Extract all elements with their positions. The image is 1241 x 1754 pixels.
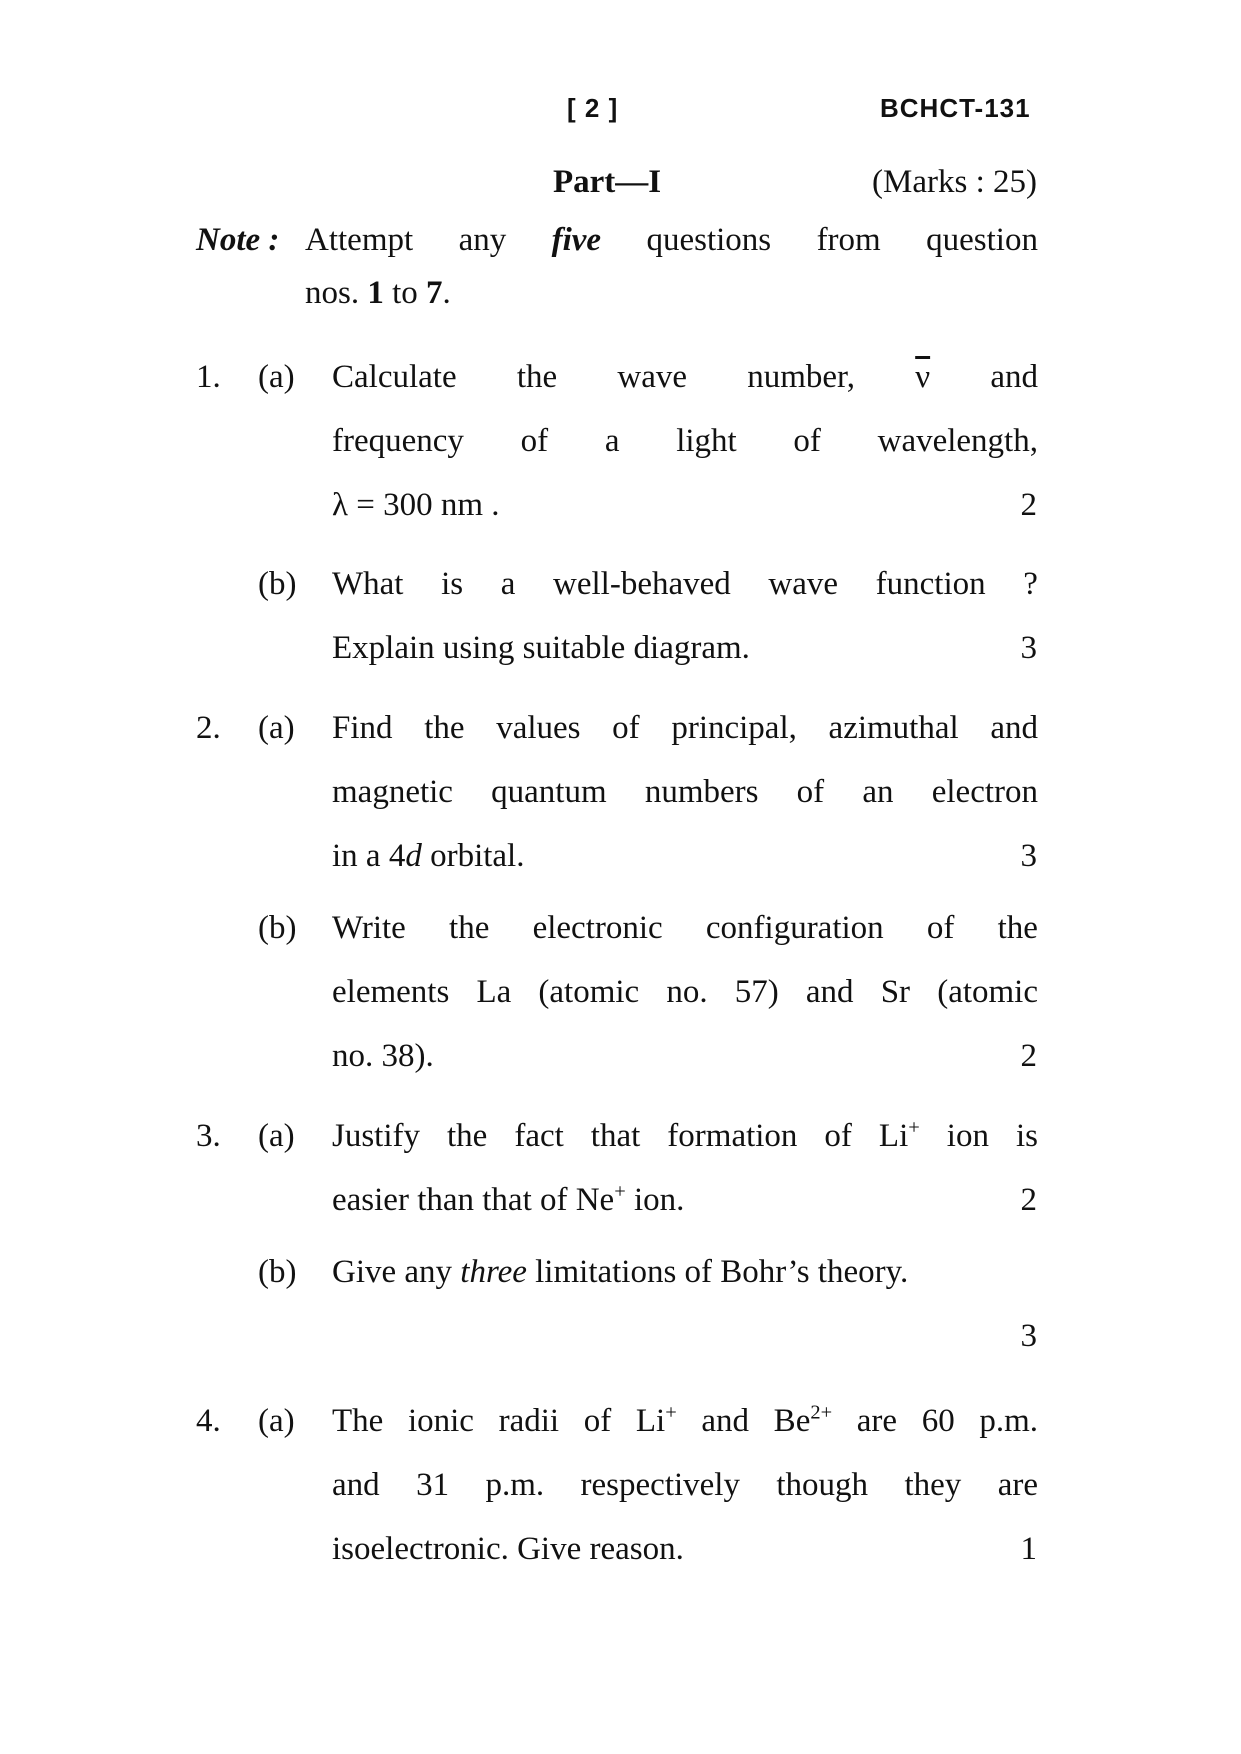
question-number: 1. <box>196 359 221 395</box>
part-label: (a) <box>258 359 295 395</box>
q4a-line-3: isoelectronic. Give reason. <box>332 1531 684 1567</box>
marks: 2 <box>1020 487 1037 523</box>
q2a-line-3: in a 4d orbital. <box>332 838 525 874</box>
part-label: (a) <box>258 710 295 746</box>
question-number: 2. <box>196 710 221 746</box>
q4a-line-1: The ionic radii of Li+ and $Be^{2+}$ are 60 p.m. <box>332 1401 1039 1439</box>
note-line-1: Attempt any five questions from question <box>305 222 1038 258</box>
marks: 3 <box>1020 838 1037 874</box>
part-label: (b) <box>258 1254 297 1290</box>
nu-bar-symbol: $\overline{\nu}$ <box>915 359 931 395</box>
q3b-line-1: Give any three limitations of Bohr’s theory. <box>332 1254 909 1290</box>
marks: 2 <box>1020 1038 1037 1074</box>
marks: 3 <box>1020 1318 1037 1354</box>
q2a-line-2: magnetic quantum numbers of an electron <box>332 774 1038 810</box>
part-label: (b) <box>258 910 297 946</box>
question-number: 3. <box>196 1118 221 1154</box>
page-number: [ 2 ] <box>567 93 619 123</box>
part-label: (b) <box>258 566 297 602</box>
question-number: 4. <box>196 1403 221 1439</box>
note-label: Note : <box>196 222 280 258</box>
part-label: (a) <box>258 1403 295 1439</box>
q1b-line-1: What is a well-behaved wave function ? <box>332 566 1038 602</box>
q2b-line-1: Write the electronic configuration of the <box>332 910 1038 946</box>
course-code: BCHCT-131 <box>880 93 1031 123</box>
q4a-line-2: and 31 p.m. respectively though they are <box>332 1467 1038 1503</box>
note-line-2: nos. 1 to 7. <box>305 275 451 311</box>
part-label: (a) <box>258 1118 295 1154</box>
marks: 2 <box>1020 1182 1037 1218</box>
marks: 3 <box>1020 630 1037 666</box>
q1b-line-2: Explain using suitable diagram. <box>332 630 750 666</box>
part-title: Part—I <box>553 164 662 200</box>
q3a-line-1: Justify the fact that formation of Li+ ion is <box>332 1116 1038 1154</box>
marks: 1 <box>1020 1531 1037 1567</box>
q1a-line-1: Calculate the wave number, $\overline{\nu}$ and <box>332 359 1038 395</box>
q1a-line-3: λ = 300 nm . <box>332 487 500 523</box>
q2a-line-1: Find the values of principal, azimuthal and <box>332 710 1038 746</box>
q2b-line-2: elements La (atomic no. 57) and Sr (atomic <box>332 974 1038 1010</box>
q3a-line-2: easier than that of Ne+ ion. <box>332 1180 685 1218</box>
q2b-line-3: no. 38). <box>332 1038 434 1074</box>
q1a-line-2: frequency of a light of wavelength, <box>332 423 1038 459</box>
part-marks: (Marks : 25) <box>872 164 1037 200</box>
